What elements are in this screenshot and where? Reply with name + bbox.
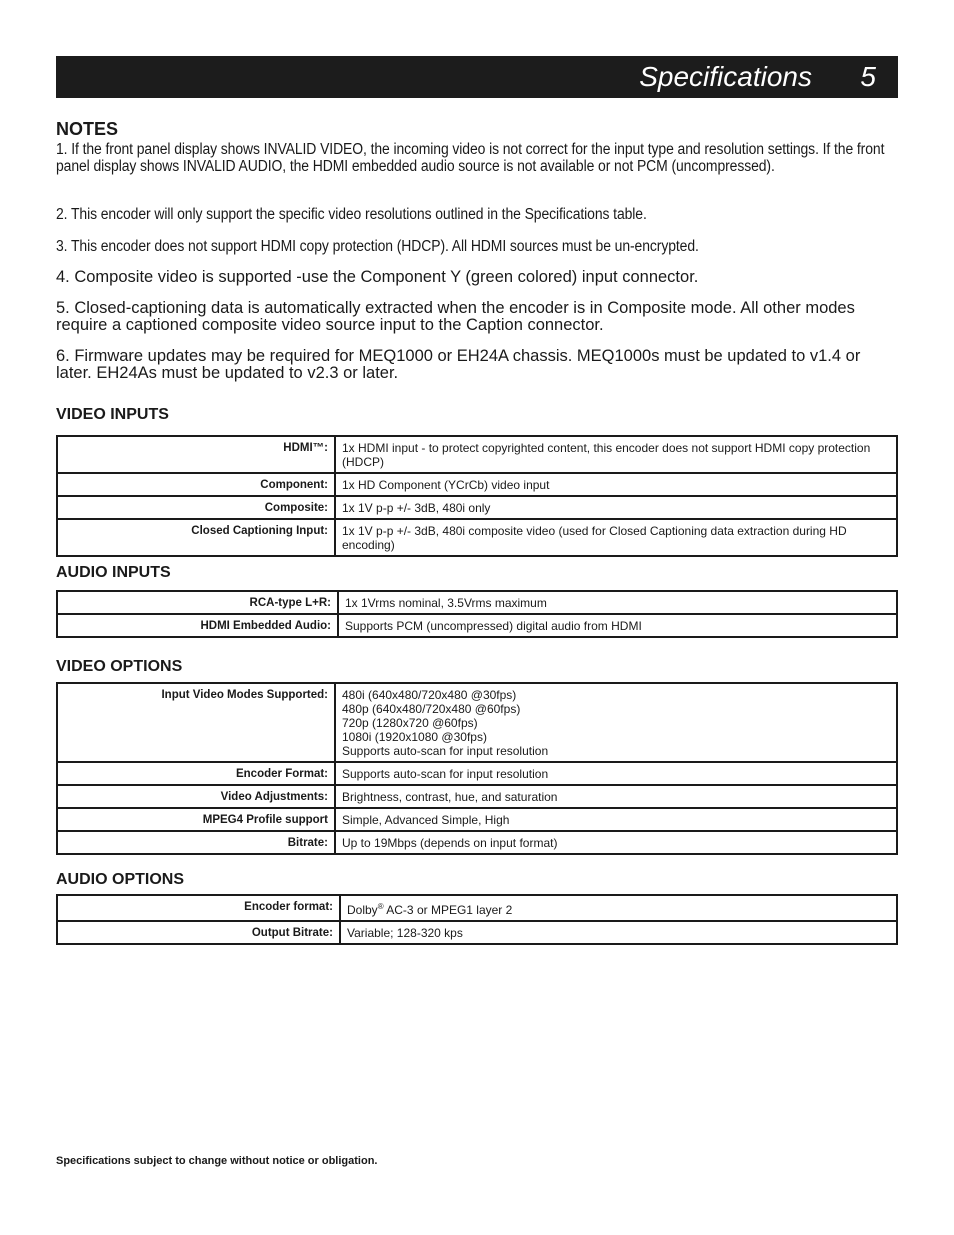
note-1: 1. If the front panel display shows INVALID VIDEO, the incoming video is not correct for the input type and resolution settings. If the front panel display shows INVALID AUDIO, the HDMI embedded audio source is not available or not PCM (uncompressed). (56, 141, 885, 175)
spec-value: 1x HDMI input - to protect copyrighted content, this encoder does not support HDMI copy protection (HDCP) (335, 436, 897, 473)
spec-label: Composite: (57, 496, 335, 519)
note-4: 4. Composite video is supported -use the Component Y (green colored) input connector. (56, 268, 699, 286)
spec-value: 1x 1V p-p +/- 3dB, 480i only (335, 496, 897, 519)
spec-label: Encoder Format: (57, 762, 335, 785)
table-row (57, 921, 897, 944)
spec-value: Simple, Advanced Simple, High (335, 808, 897, 831)
spec-value: 1x 1Vrms nominal, 3.5Vrms maximum (338, 591, 897, 614)
table-row (57, 436, 897, 473)
spec-value: Brightness, contrast, hue, and saturation (335, 785, 897, 808)
audio-options-heading: AUDIO OPTIONS (56, 871, 185, 888)
registered-mark: ® (377, 902, 384, 911)
table-row (57, 496, 897, 519)
spec-label: MPEG4 Profile support (57, 808, 335, 831)
spec-value-text: AC-3 or MPEG1 layer 2 (383, 903, 513, 917)
table-row (57, 614, 897, 637)
spec-label: Closed Captioning Input: (57, 519, 335, 556)
video-options-heading: VIDEO OPTIONS (56, 658, 183, 675)
video-options-table (56, 682, 898, 855)
spec-value: 1x 1V p-p +/- 3dB, 480i composite video (used for Closed Captioning data extraction during HD encoding) (335, 519, 897, 556)
table-row (57, 762, 897, 785)
page-number: 5 (860, 61, 876, 92)
audio-inputs-heading: AUDIO INPUTS (56, 564, 171, 581)
spec-value: 480i (640x480/720x480 @30fps) 480p (640x480/720x480 @60fps) 720p (1280x720 @60fps) 1080i (1920x1080 @30fps) Supports auto-scan for input resolution (335, 683, 897, 762)
table-row (57, 785, 897, 808)
spec-label: Bitrate: (57, 831, 335, 854)
table-row (57, 831, 897, 854)
table-row (57, 591, 897, 614)
table-row (57, 808, 897, 831)
spec-label: HDMI Embedded Audio: (57, 614, 338, 637)
spec-label: Output Bitrate: (57, 921, 340, 944)
page-title: Specifications (639, 61, 812, 92)
spec-label: Component: (57, 473, 335, 496)
spec-value: 1x HD Component (YCrCb) video input (335, 473, 897, 496)
video-inputs-table (56, 435, 898, 557)
footer-disclaimer: Specifications subject to change without notice or obligation. (56, 1155, 378, 1167)
table-row (57, 895, 897, 921)
note-5: 5. Closed-captioning data is automatically extracted when the encoder is in Composite mode. All other modes require a captioned composite video source input to the Caption connector. (56, 299, 855, 334)
spec-label: Video Adjustments: (57, 785, 335, 808)
note-6: 6. Firmware updates may be required for MEQ1000 or EH24A chassis. MEQ1000s must be updated to v1.4 or later. EH24As must be updated to v2.3 or later. (56, 347, 861, 382)
notes-heading: NOTES (56, 119, 119, 139)
spec-value: Up to 19Mbps (depends on input format) (335, 831, 897, 854)
spec-label: Encoder format: (57, 895, 340, 921)
spec-label: RCA-type L+R: (57, 591, 338, 614)
note-2: 2. This encoder will only support the specific video resolutions outlined in the Specifications table. (56, 206, 647, 223)
video-inputs-heading: VIDEO INPUTS (56, 406, 169, 423)
spec-label: Input Video Modes Supported: (57, 683, 335, 762)
spec-value: Variable; 128-320 kps (340, 921, 897, 944)
spec-value: Supports PCM (uncompressed) digital audio from HDMI (338, 614, 897, 637)
spec-label: HDMI™: (57, 436, 335, 473)
table-row (57, 683, 897, 762)
table-row (57, 473, 897, 496)
audio-options-table (56, 894, 898, 945)
dolby-text: Dolby (347, 903, 378, 917)
table-row (57, 519, 897, 556)
spec-value (340, 895, 897, 921)
spec-value: Supports auto-scan for input resolution (335, 762, 897, 785)
audio-inputs-table (56, 590, 898, 638)
note-3: 3. This encoder does not support HDMI copy protection (HDCP). All HDMI sources must be un-encrypted. (56, 238, 699, 255)
page-header-bar (56, 56, 898, 98)
